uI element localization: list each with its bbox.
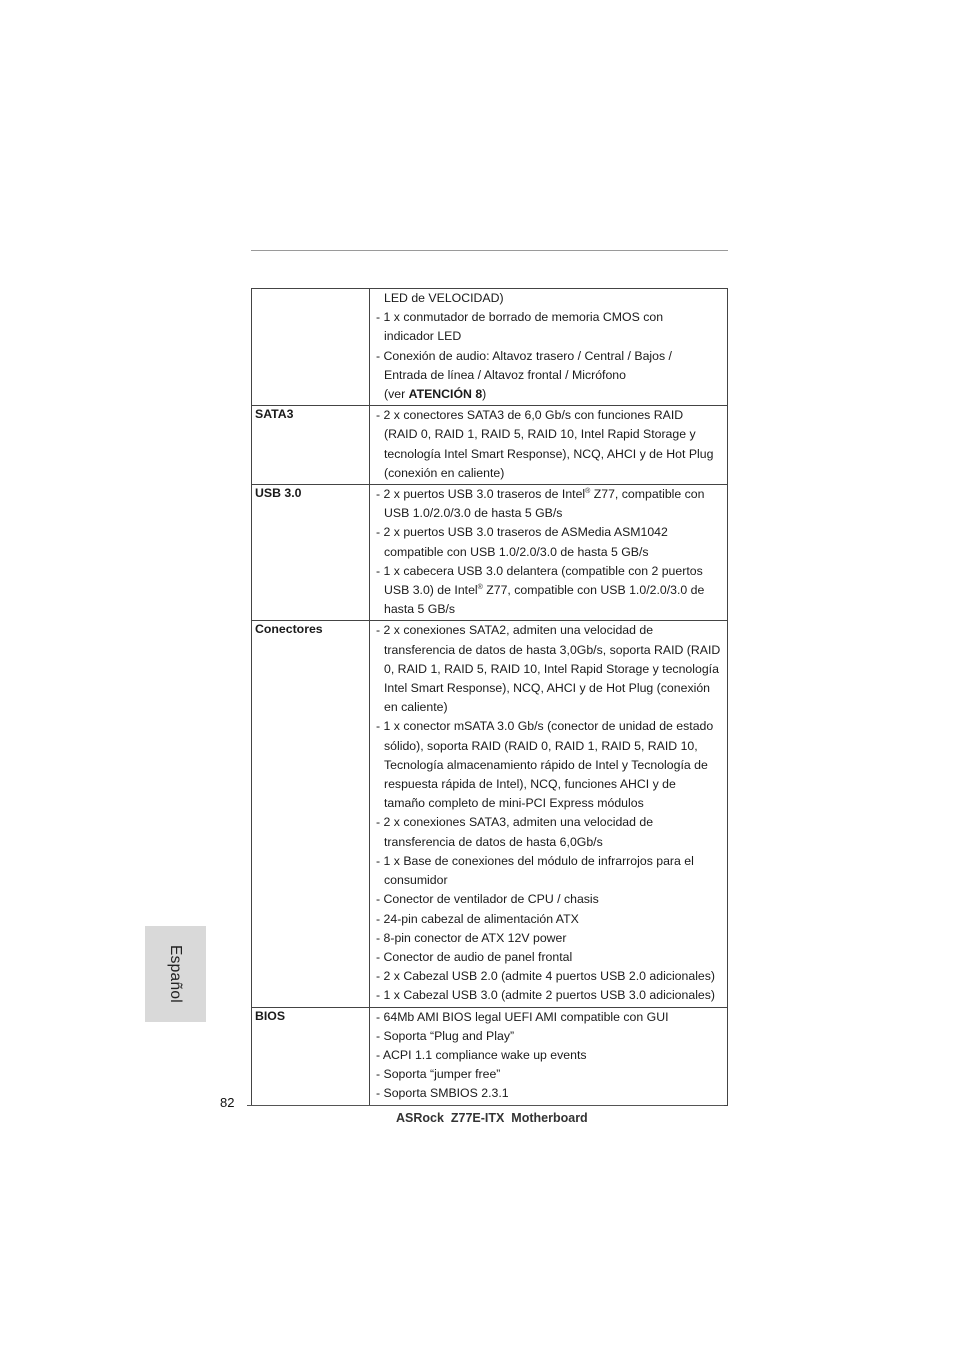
spec-value <box>370 289 728 406</box>
spec-row <box>252 406 728 485</box>
spec-row <box>252 1007 728 1105</box>
registered-mark: ® <box>477 584 483 592</box>
spec-value <box>370 485 728 621</box>
spec-line: - 1 x cabecera USB 3.0 delantera (compatible con 2 puertos <box>376 563 703 578</box>
spec-label: BIOS <box>252 1007 370 1105</box>
spec-line <box>376 581 727 600</box>
spec-line: Entrada de línea / Altavoz frontal / Micrófono <box>384 367 626 382</box>
registered-mark: ® <box>585 488 591 496</box>
page-number: 82 <box>220 1095 235 1110</box>
spec-line: Intel Smart Response), NCQ, AHCI y de Hot Plug (conexión <box>384 681 711 696</box>
spec-line: - 2 x conexiones SATA3, admiten una velocidad de <box>376 815 654 830</box>
spec-line: - Conector de audio de panel frontal <box>376 949 573 964</box>
spec-line-text: Z77, compatible con USB 1.0/2.0/3.0 de <box>482 583 705 598</box>
spec-line: - 1 x conmutador de borrado de memoria CMOS con <box>376 310 664 325</box>
spec-line-text: (ver <box>384 387 409 402</box>
spec-line: - 1 x Base de conexiones del módulo de infrarrojos para el <box>376 853 694 868</box>
spec-line: - 2 x puertos USB 3.0 traseros de ASMedia ASM1042 <box>376 525 668 540</box>
footer-rule <box>247 1105 724 1106</box>
spec-line: - Conexión de audio: Altavoz trasero / Central / Bajos / <box>376 348 672 363</box>
spec-line: - 8-pin conector de ATX 12V power <box>376 930 567 945</box>
spec-line: indicador LED <box>384 329 462 344</box>
spec-line <box>376 385 727 404</box>
spec-label: SATA3 <box>252 406 370 485</box>
spec-line: transferencia de datos de hasta 6,0Gb/s <box>384 834 603 849</box>
spec-line-text: Z77, compatible con <box>590 487 705 502</box>
footer-title: ASRock Z77E-ITX Motherboard <box>396 1111 588 1125</box>
spec-line-text: ) <box>482 387 487 402</box>
language-tab <box>145 926 206 1022</box>
spec-row <box>252 289 728 406</box>
spec-line: - 2 x Cabezal USB 2.0 (admite 4 puertos USB 2.0 adicionales) <box>376 969 716 984</box>
spec-line-emphasis: ATENCIÓN 8 <box>408 387 483 402</box>
language-tab-label: Español <box>167 944 184 1004</box>
spec-value <box>370 1007 728 1105</box>
spec-line: Tecnología almacenamiento rápido de Intel y Tecnología de <box>384 757 708 772</box>
spec-line: tecnología Intel Smart Response), NCQ, AHCI y de Hot Plug <box>384 446 714 461</box>
spec-line: - 1 x conector mSATA 3.0 Gb/s (conector de unidad de estado <box>376 719 714 734</box>
spec-row <box>252 621 728 1007</box>
spec-line: - 2 x conectores SATA3 de 6,0 Gb/s con funciones RAID <box>376 408 684 423</box>
spec-line: - Soporta “Plug and Play” <box>376 1028 515 1043</box>
spec-value <box>370 621 728 1007</box>
header-rule <box>251 250 728 251</box>
spec-line: LED de VELOCIDAD) <box>384 291 504 305</box>
spec-line: respuesta rápida de Intel), NCQ, funciones AHCI y de <box>384 777 676 792</box>
spec-line: - 24-pin cabezal de alimentación ATX <box>376 911 579 926</box>
spec-line: USB 1.0/2.0/3.0 de hasta 5 GB/s <box>384 506 563 521</box>
spec-line: - Soporta “jumper free” <box>376 1067 501 1082</box>
spec-line: - 1 x Cabezal USB 3.0 (admite 2 puertos USB 3.0 adicionales) <box>376 988 716 1003</box>
spec-line: hasta 5 GB/s <box>384 602 456 617</box>
spec-line: tamaño completo de mini-PCI Express módulos <box>384 796 644 811</box>
spec-label <box>252 289 370 406</box>
spec-table-body <box>252 289 728 1106</box>
spec-line: - Conector de ventilador de CPU / chasis <box>376 892 599 907</box>
spec-label: USB 3.0 <box>252 485 370 621</box>
spec-line: - 2 x conexiones SATA2, admiten una velocidad de <box>376 623 654 638</box>
spec-line-text: USB 3.0) de Intel <box>384 583 478 598</box>
spec-line: 0, RAID 1, RAID 5, RAID 10, Intel Rapid Storage y tecnología <box>384 661 719 676</box>
spec-row <box>252 485 728 621</box>
spec-line: consumidor <box>384 873 448 888</box>
spec-line <box>376 485 727 504</box>
spec-line: - ACPI 1.1 compliance wake up events <box>376 1047 587 1062</box>
spec-line: compatible con USB 1.0/2.0/3.0 de hasta 5 GB/s <box>384 544 649 559</box>
spec-table <box>251 288 728 1106</box>
spec-line: sólido), soporta RAID (RAID 0, RAID 1, RAID 5, RAID 10, <box>384 738 698 753</box>
spec-line-text: - 2 x puertos USB 3.0 traseros de Intel <box>376 487 586 502</box>
spec-line: (RAID 0, RAID 1, RAID 5, RAID 10, Intel Rapid Storage y <box>384 427 696 442</box>
spec-line: - 64Mb AMI BIOS legal UEFI AMI compatible con GUI <box>376 1009 669 1024</box>
spec-label: Conectores <box>252 621 370 1007</box>
spec-line: en caliente) <box>384 700 448 715</box>
spec-line: transferencia de datos de hasta 3,0Gb/s, soporta RAID (RAID <box>384 642 721 657</box>
spec-line: - Soporta SMBIOS 2.3.1 <box>376 1086 509 1101</box>
spec-value <box>370 406 728 485</box>
spec-line: (conexión en caliente) <box>384 465 505 480</box>
